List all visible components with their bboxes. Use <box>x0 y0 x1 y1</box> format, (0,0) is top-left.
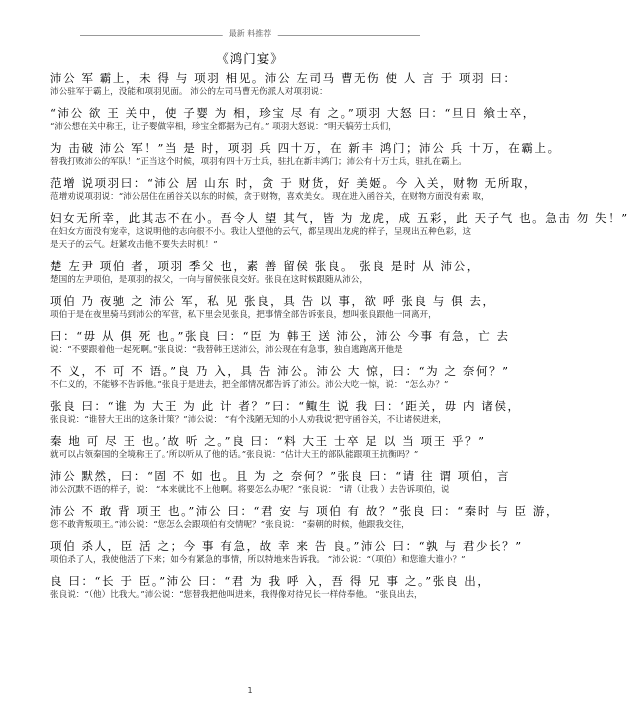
paragraph <box>50 398 521 427</box>
original-text-line: 范增 说项羽曰：“沛公 居 山东 时，贪 于 财货，好 美姬。今 入关，财物 无所取， <box>50 176 538 190</box>
original-text-line: 妇女无所幸，此其志不在小。吾令人 望 其气，皆 为 龙虎，成 五彩，此 天子气 也。急击 勿 失！” <box>50 211 629 225</box>
original-text-line: 沛公 不 敢 背 项王 也。”沛公 曰：“君 安 与 项伯 有 故？”张良 曰：“秦时 与 臣 游， <box>50 504 560 518</box>
paragraph <box>50 503 560 532</box>
original-text-line: 曰：“毋 从 俱 死 也。”张良 曰：“臣 为 韩王 送 沛公，沛公 今事 有急，亡 去 <box>50 329 510 343</box>
translation-line: “沛公想在关中称王，让子婴做宰相，珍宝全都据为己有。” 项羽大怒说：“明天犒劳士兵们， <box>50 122 397 132</box>
original-text-line: 良 曰：“长 于 臣。”沛公 曰：“君 为 我 呼 入，吾 得 兄 事 之。”张良 出， <box>50 574 491 588</box>
translation-line: 张良说：“谁替大王出的这条计策？”沛公说： “有个浅陋无知的小人劝我说‘把守函谷关，不让诸侯进来， <box>50 415 447 425</box>
original-text-line: 沛公 默然，曰：“固 不 如 也。且 为 之 奈何？”张良 曰：“请 往 谓 项伯，言 <box>50 469 511 483</box>
translation-line: 替我打败沛公的军队！”正当这个时候，项羽有四十万士兵，驻扎在新丰鸿门；沛公有十万士兵，驻扎在霸上。 <box>50 157 467 167</box>
paragraph <box>50 433 486 462</box>
paragraph <box>50 293 496 322</box>
original-text-line: “沛公 欲 王 关中，使 子婴 为 相，珍宝 尽 有 之。”项羽 大怒 曰：“旦日 飨士卒， <box>50 106 536 120</box>
translation-line: 项伯杀了人，我使他活了下来；如今有紧急的事情，所以特地来告诉我。 ”沛公说：“（项伯）和您谁大谁小？” <box>50 555 466 565</box>
translation-line: 您不敢背叛项王。”沛公说：“您怎么会跟项伯有交情呢？”张良说： “秦朝的时候，他跟我交往， <box>50 520 410 530</box>
original-text-line: 不 义，不 可 不 语。”良 乃 入，具 告 沛公。沛公 大 惊，曰：“为 之 奈何？” <box>50 364 510 378</box>
paragraph <box>50 538 523 567</box>
translation-line: 在妇女方面没有宠幸，这说明他的志向很不小。我让人望他的云气，都呈现出龙虎的样子，呈现出五种色彩，这 <box>50 227 472 237</box>
original-text-line: 楚 左尹 项伯 者，项羽 季父 也，素 善 留侯 张良。 张良 是时 从 沛公， <box>50 259 480 273</box>
translation-line: 范增劝说项羽说：“沛公居住在函谷关以东的时候，贪于财物，喜欢美女。 现在进入函谷关，在财物方面没有索 取， <box>50 192 490 202</box>
page-number: 1 <box>247 686 253 695</box>
paragraph <box>50 105 536 134</box>
page-header <box>0 28 500 42</box>
translation-line: 是天子的云气。赶紧攻击他不要失去时机！” <box>50 240 218 250</box>
translation-line: 项伯于是在夜里骑马到沛公的军营，私下里会见张良，把事情全部告诉张良，想叫张良跟他一同离开， <box>50 310 437 320</box>
original-text-line: 秦 地 可 尽 王 也。’故 听 之。”良 曰：“料 大王 士卒 足 以 当 项王 乎？” <box>50 434 486 448</box>
original-text-line: 沛公 军 霸上，未 得 与 项羽 相见。沛公 左司马 曹无伤 使 人 言 于 项羽 曰： <box>50 71 517 85</box>
translation-line: 沛公驻军于霸上，没能和项羽见面。 沛公的左司马曹无伤派人对项羽说： <box>50 87 328 97</box>
paragraph <box>50 70 517 99</box>
paragraph <box>50 363 510 392</box>
translation-line: 沛公沉默不语的样子，说： “本来就比不上他啊。将要怎么办呢？”张良说： “请（让我 ）去告诉项伯，说 <box>50 485 450 495</box>
document-body <box>50 70 629 608</box>
paragraph <box>50 258 480 287</box>
paragraph <box>50 573 491 602</box>
document-title: 《鸿门宴》 <box>216 51 284 66</box>
paragraph <box>50 210 629 252</box>
original-text-line: 为 击破 沛公 军！”当 是 时，项羽 兵 四十万，在 新丰 鸿门；沛公 兵 十万，在霸上。 <box>50 141 561 155</box>
translation-line: 说：“不要跟着他一起死啊。”张良说：“我替韩王送沛公，沛公现在有急事，独自逃跑离开他是 <box>50 345 403 355</box>
paragraph <box>50 468 511 497</box>
paragraph <box>50 140 561 169</box>
translation-line: 楚国的左尹项伯，是项羽的叔父，一向与留侯张良交好。张良在这时候跟随从沛公， <box>50 275 368 285</box>
original-text-line: 项伯 杀人，臣 活 之；今 事 有急，故 幸 来 告 良。”沛公 曰：“孰 与 君少长？” <box>50 539 523 553</box>
original-text-line: 张良 曰：“谁 为 大王 为 此 计 者？”曰：“鲰生 说 我 曰：‘距关，毋 内 诸侯， <box>50 399 521 413</box>
translation-line: 就可以占领秦国的全境称王了。’所以听从了他的话。”张良说：“估计大王的部队能跟项王抗衡吗？” <box>50 450 419 460</box>
header-text: 最新 料推荐 <box>223 28 278 39</box>
translation-line: 不仁义的，不能够不告诉他。”张良于是进去，把全部情况都告诉了沛公。沛公大吃一惊，说： “怎么办？” <box>50 380 449 390</box>
translation-line: 张良说：“（他）比我大。”沛公说：“您替我把他叫进来，我得像对待兄长一样侍奉他。 ”张良出去， <box>50 590 423 600</box>
paragraph <box>50 328 510 357</box>
original-text-line: 项伯 乃 夜驰 之 沛公 军，私 见 张良，具 告 以 事，欲 呼 张良 与 俱 去， <box>50 294 496 308</box>
paragraph <box>50 175 538 204</box>
